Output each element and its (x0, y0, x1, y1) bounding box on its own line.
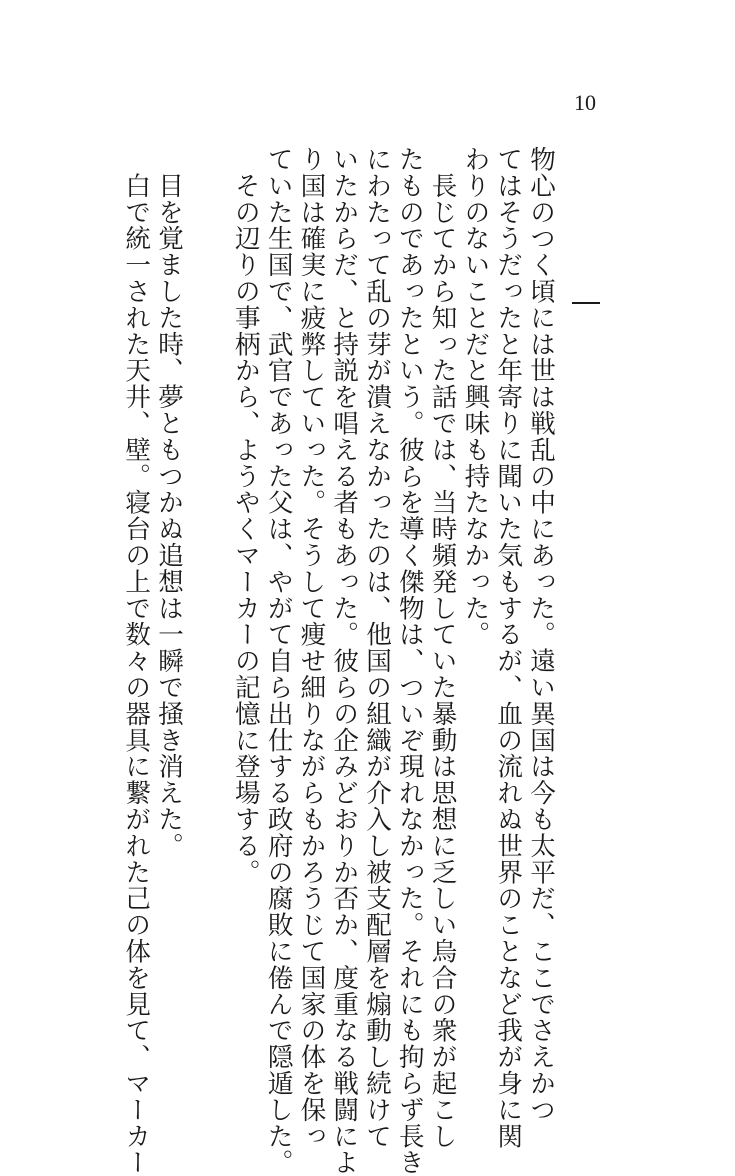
text-line: 目を覚ました時、夢ともつかぬ追想は一瞬で掻き消えた。 (154, 146, 184, 859)
body-text-section-2 (119, 146, 185, 1176)
chapter-heading-mark (572, 302, 600, 304)
page-number: 10 (574, 90, 596, 115)
text-line: いたからだ、と持説を唱える者もあった。彼らの企みどおりか否か、度重なる戦闘によ (329, 146, 360, 1176)
chapter-heading (570, 288, 604, 322)
text-line: り国は確実に疲弊していった。そうして痩せ細りながらもかろうじて国家の体を保っ (296, 146, 327, 1150)
text-line: てはそうだったと年寄りに聞いた気もするが、血の流れぬ世界のことなど我が身に関 (493, 146, 524, 1150)
text-line: たものであったという。彼らを導く傑物は、ついぞ現れなかった。それにも拘らず長き (394, 146, 425, 1176)
text-line: 白で統一された天井、壁。寝台の上で数々の器具に繋がれた己の体を見て、マーカー (121, 146, 152, 1176)
text-line: ていた生国で、武官であった父は、やがて自ら出仕する政府の腐敗に倦んで隠遁した。 (263, 146, 294, 1176)
text-line: 物心のつく頃には世は戦乱の中にあった。遠い異国は今も太平だ、ここでさえかつ (526, 146, 556, 1123)
body-text-section-1 (229, 146, 557, 1176)
text-line: その辺りの事柄から、ようやくマーカーの記憶に登場する。 (230, 146, 261, 886)
text-line: わりのないことだと興味も持たなかった。 (460, 146, 491, 648)
text-line: 長じてから知った話では、当時頻発していた暴動は思想に乏しい烏合の衆が起こし (427, 146, 458, 1150)
text-line: にわたって乱の芽が潰えなかったのは、他国の組織が介入し被支配層を煽動し続けて (362, 146, 393, 1150)
